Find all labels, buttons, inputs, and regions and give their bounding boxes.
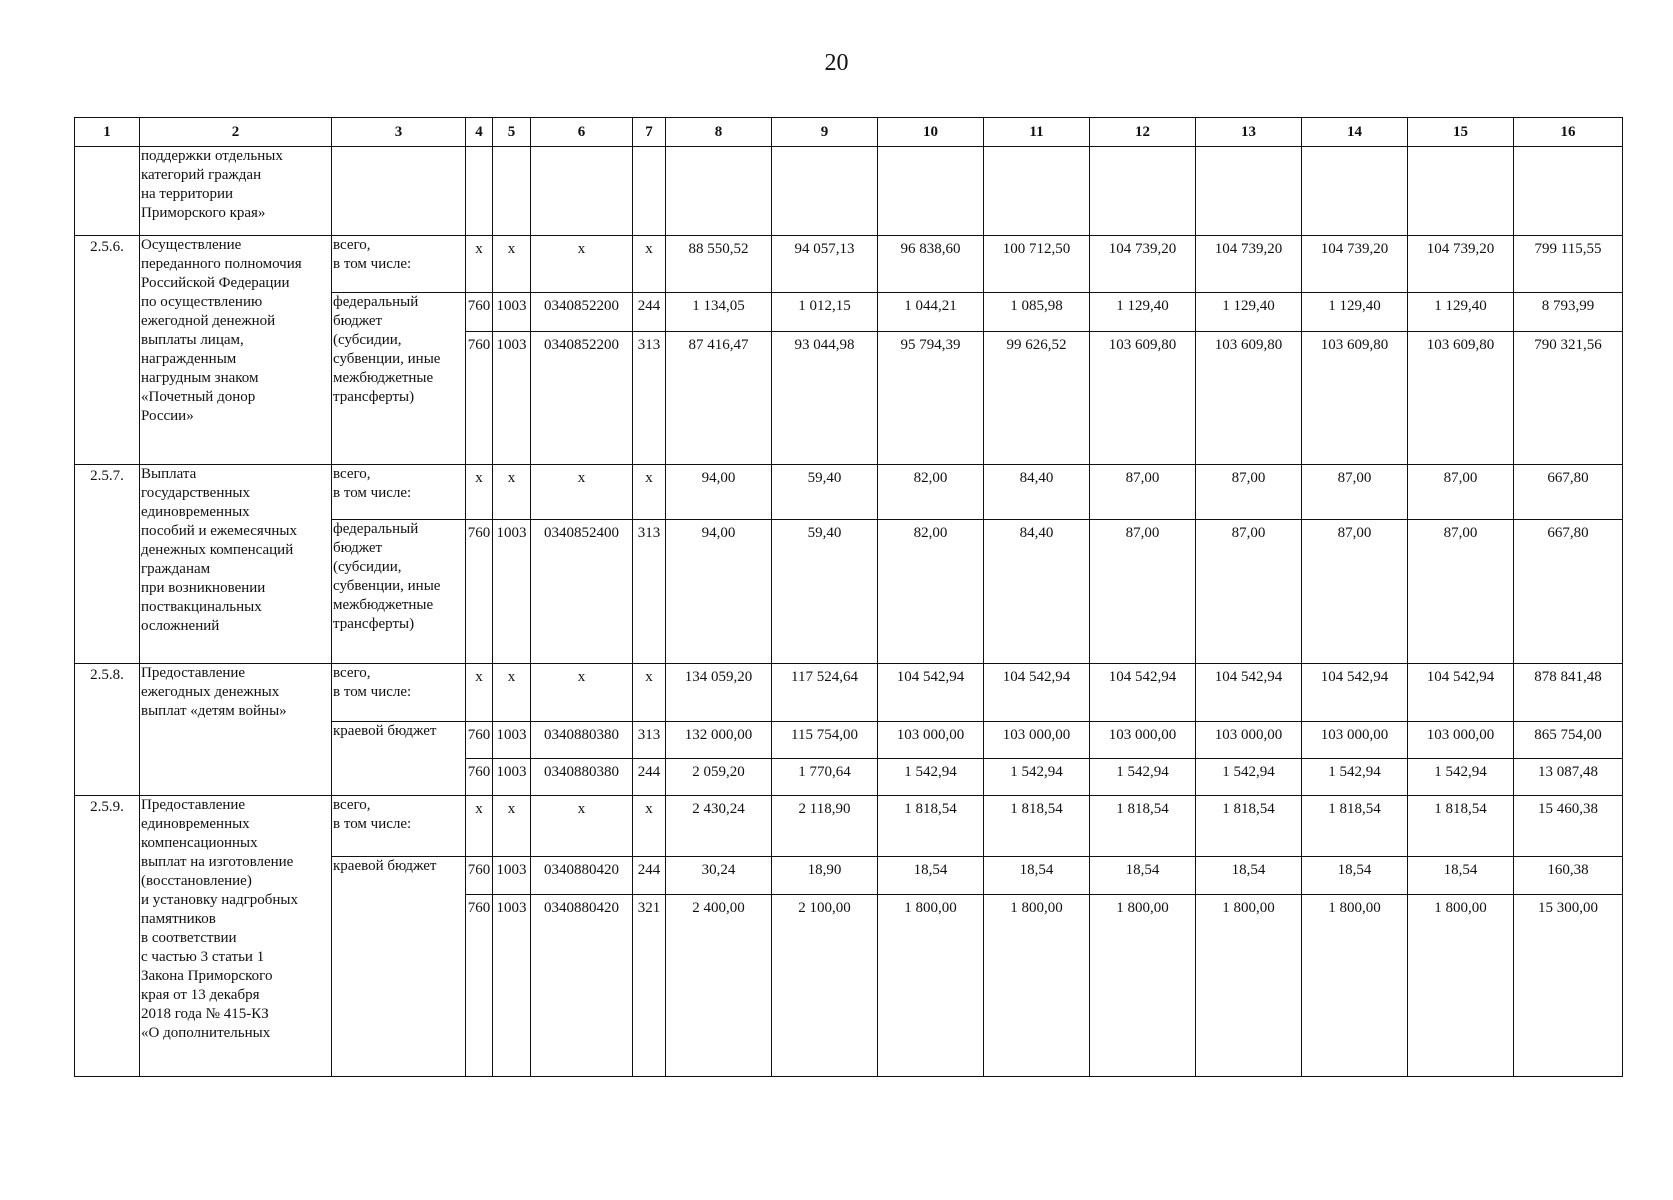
- value-cell: 94 057,13: [772, 236, 878, 293]
- empty-cell: [878, 147, 984, 236]
- value-cell: 103 000,00: [1302, 722, 1408, 759]
- funding-source-total: всего, в том числе:: [332, 465, 466, 520]
- value-cell: 8 793,99: [1514, 293, 1623, 332]
- value-cell: 18,90: [772, 857, 878, 895]
- value-cell: 1 800,00: [1196, 895, 1302, 1077]
- code-cell: 244: [633, 293, 666, 332]
- table-row: [75, 796, 1623, 857]
- value-cell: 104 542,94: [1408, 664, 1514, 722]
- value-cell: 96 838,60: [878, 236, 984, 293]
- value-cell: 15 460,38: [1514, 796, 1623, 857]
- value-cell: 1 542,94: [878, 759, 984, 796]
- value-cell: 104 739,20: [1408, 236, 1514, 293]
- column-header: 3: [332, 118, 466, 147]
- value-cell: 103 000,00: [984, 722, 1090, 759]
- value-cell: 878 841,48: [1514, 664, 1623, 722]
- value-cell: 18,54: [984, 857, 1090, 895]
- column-header: 13: [1196, 118, 1302, 147]
- value-cell: 1 800,00: [1302, 895, 1408, 1077]
- value-cell: 104 739,20: [1196, 236, 1302, 293]
- value-cell: 1 818,54: [1090, 796, 1196, 857]
- value-cell: 1 770,64: [772, 759, 878, 796]
- code-cell: 760: [466, 520, 493, 664]
- code-cell: 760: [466, 293, 493, 332]
- code-cell: 760: [466, 332, 493, 465]
- column-header: 2: [140, 118, 332, 147]
- row-number: [75, 147, 140, 236]
- value-cell: 82,00: [878, 465, 984, 520]
- column-header: 5: [493, 118, 531, 147]
- code-cell: 321: [633, 895, 666, 1077]
- empty-cell: [493, 147, 531, 236]
- code-cell: 760: [466, 857, 493, 895]
- value-cell: 95 794,39: [878, 332, 984, 465]
- empty-cell: [1302, 147, 1408, 236]
- value-cell: 1 542,94: [1090, 759, 1196, 796]
- row-name: Предоставление единовременных компенсационных выплат на изготовление (восстановление) и установку надгробных памятников в соответствии с частью 3 статьи 1 Закона Приморского края от 13 декабря 2018 года № 415-КЗ «О дополнительных: [140, 796, 332, 1077]
- code-cell: х: [531, 465, 633, 520]
- value-cell: 1 542,94: [1302, 759, 1408, 796]
- value-cell: 18,54: [1408, 857, 1514, 895]
- code-cell: х: [531, 236, 633, 293]
- value-cell: 667,80: [1514, 520, 1623, 664]
- empty-cell: [1514, 147, 1623, 236]
- value-cell: 82,00: [878, 520, 984, 664]
- table-row: [75, 465, 1623, 520]
- funding-source: краевой бюджет: [332, 722, 466, 796]
- value-cell: 1 129,40: [1302, 293, 1408, 332]
- code-cell: 0340852200: [531, 332, 633, 465]
- value-cell: 30,24: [666, 857, 772, 895]
- funding-source: краевой бюджет: [332, 857, 466, 1077]
- code-cell: 760: [466, 759, 493, 796]
- column-header: 10: [878, 118, 984, 147]
- funding-source-total: всего, в том числе:: [332, 236, 466, 293]
- value-cell: 18,54: [1302, 857, 1408, 895]
- code-cell: х: [493, 236, 531, 293]
- value-cell: 2 400,00: [666, 895, 772, 1077]
- value-cell: 87,00: [1408, 465, 1514, 520]
- table-row: [75, 664, 1623, 722]
- row-name: Осуществление переданного полномочия Российской Федерации по осуществлению ежегодной денежной выплаты лицам, награжденным нагрудным знаком «Почетный донор России»: [140, 236, 332, 465]
- value-cell: 799 115,55: [1514, 236, 1623, 293]
- column-header: 7: [633, 118, 666, 147]
- value-cell: 88 550,52: [666, 236, 772, 293]
- value-cell: 87,00: [1196, 465, 1302, 520]
- value-cell: 100 712,50: [984, 236, 1090, 293]
- code-cell: х: [493, 796, 531, 857]
- value-cell: 132 000,00: [666, 722, 772, 759]
- value-cell: 1 129,40: [1090, 293, 1196, 332]
- code-cell: х: [466, 664, 493, 722]
- value-cell: 104 542,94: [984, 664, 1090, 722]
- value-cell: 103 000,00: [1090, 722, 1196, 759]
- value-cell: 104 542,94: [1196, 664, 1302, 722]
- value-cell: 93 044,98: [772, 332, 878, 465]
- value-cell: 1 134,05: [666, 293, 772, 332]
- value-cell: 104 542,94: [1090, 664, 1196, 722]
- value-cell: 865 754,00: [1514, 722, 1623, 759]
- code-cell: х: [633, 664, 666, 722]
- value-cell: 87,00: [1302, 465, 1408, 520]
- value-cell: 115 754,00: [772, 722, 878, 759]
- value-cell: 59,40: [772, 520, 878, 664]
- value-cell: 87,00: [1196, 520, 1302, 664]
- code-cell: 244: [633, 759, 666, 796]
- value-cell: 104 739,20: [1090, 236, 1196, 293]
- code-cell: 1003: [493, 895, 531, 1077]
- value-cell: 103 609,80: [1090, 332, 1196, 465]
- value-cell: 59,40: [772, 465, 878, 520]
- code-cell: 0340852400: [531, 520, 633, 664]
- empty-cell: [666, 147, 772, 236]
- code-cell: 0340880420: [531, 857, 633, 895]
- code-cell: х: [493, 465, 531, 520]
- value-cell: 87,00: [1302, 520, 1408, 664]
- value-cell: 87,00: [1408, 520, 1514, 664]
- row-number: 2.5.6.: [75, 236, 140, 465]
- code-cell: 0340852200: [531, 293, 633, 332]
- code-cell: 1003: [493, 332, 531, 465]
- value-cell: 1 800,00: [1408, 895, 1514, 1077]
- value-cell: 103 609,80: [1196, 332, 1302, 465]
- column-header: 14: [1302, 118, 1408, 147]
- value-cell: 103 000,00: [1196, 722, 1302, 759]
- row-number: 2.5.8.: [75, 664, 140, 796]
- code-cell: х: [531, 664, 633, 722]
- empty-cell: [466, 147, 493, 236]
- funding-source-total: всего, в том числе:: [332, 664, 466, 722]
- value-cell: 2 059,20: [666, 759, 772, 796]
- table-body: [75, 147, 1623, 1077]
- row-name: поддержки отдельных категорий граждан на территории Приморского края»: [140, 147, 332, 236]
- value-cell: 103 609,80: [1408, 332, 1514, 465]
- value-cell: 103 609,80: [1302, 332, 1408, 465]
- value-cell: 1 818,54: [1408, 796, 1514, 857]
- value-cell: 87 416,47: [666, 332, 772, 465]
- code-cell: х: [466, 236, 493, 293]
- value-cell: 1 129,40: [1408, 293, 1514, 332]
- empty-cell: [531, 147, 633, 236]
- table-header: [75, 118, 1623, 147]
- row-number: 2.5.9.: [75, 796, 140, 1077]
- funding-source: федеральный бюджет (субсидии, субвенции, иные межбюджетные трансферты): [332, 520, 466, 664]
- empty-cell: [984, 147, 1090, 236]
- value-cell: 1 800,00: [1090, 895, 1196, 1077]
- value-cell: 1 542,94: [1408, 759, 1514, 796]
- table-row: [75, 147, 1623, 236]
- column-header: 16: [1514, 118, 1623, 147]
- value-cell: 18,54: [1090, 857, 1196, 895]
- value-cell: 2 100,00: [772, 895, 878, 1077]
- code-cell: 760: [466, 722, 493, 759]
- value-cell: 134 059,20: [666, 664, 772, 722]
- code-cell: 1003: [493, 293, 531, 332]
- code-cell: 760: [466, 895, 493, 1077]
- row-name: Выплата государственных единовременных пособий и ежемесячных денежных компенсаций гражданам при возникновении поствакцинальных осложнений: [140, 465, 332, 664]
- value-cell: 18,54: [1196, 857, 1302, 895]
- code-cell: 0340880420: [531, 895, 633, 1077]
- header-row: [75, 118, 1623, 147]
- code-cell: х: [493, 664, 531, 722]
- value-cell: 1 012,15: [772, 293, 878, 332]
- value-cell: 1 542,94: [1196, 759, 1302, 796]
- value-cell: 1 818,54: [1196, 796, 1302, 857]
- code-cell: х: [633, 796, 666, 857]
- value-cell: 1 818,54: [878, 796, 984, 857]
- column-header: 9: [772, 118, 878, 147]
- value-cell: 18,54: [878, 857, 984, 895]
- column-header: 4: [466, 118, 493, 147]
- column-header: 1: [75, 118, 140, 147]
- code-cell: 1003: [493, 759, 531, 796]
- column-header: 8: [666, 118, 772, 147]
- column-header: 12: [1090, 118, 1196, 147]
- value-cell: 87,00: [1090, 520, 1196, 664]
- code-cell: 0340880380: [531, 722, 633, 759]
- value-cell: 99 626,52: [984, 332, 1090, 465]
- code-cell: х: [466, 796, 493, 857]
- value-cell: 1 818,54: [1302, 796, 1408, 857]
- value-cell: 87,00: [1090, 465, 1196, 520]
- code-cell: 244: [633, 857, 666, 895]
- code-cell: 0340880380: [531, 759, 633, 796]
- value-cell: 2 430,24: [666, 796, 772, 857]
- value-cell: 1 542,94: [984, 759, 1090, 796]
- value-cell: 1 800,00: [878, 895, 984, 1077]
- value-cell: 104 542,94: [1302, 664, 1408, 722]
- value-cell: 104 739,20: [1302, 236, 1408, 293]
- code-cell: 313: [633, 520, 666, 664]
- code-cell: х: [633, 465, 666, 520]
- value-cell: 667,80: [1514, 465, 1623, 520]
- value-cell: 1 818,54: [984, 796, 1090, 857]
- code-cell: х: [633, 236, 666, 293]
- code-cell: 1003: [493, 722, 531, 759]
- value-cell: 790 321,56: [1514, 332, 1623, 465]
- column-header: 6: [531, 118, 633, 147]
- code-cell: 313: [633, 722, 666, 759]
- empty-cell: [332, 147, 466, 236]
- value-cell: 13 087,48: [1514, 759, 1623, 796]
- code-cell: х: [531, 796, 633, 857]
- empty-cell: [1408, 147, 1514, 236]
- code-cell: 1003: [493, 520, 531, 664]
- empty-cell: [772, 147, 878, 236]
- value-cell: 1 085,98: [984, 293, 1090, 332]
- funding-source-total: всего, в том числе:: [332, 796, 466, 857]
- value-cell: 103 000,00: [878, 722, 984, 759]
- column-header: 11: [984, 118, 1090, 147]
- value-cell: 1 129,40: [1196, 293, 1302, 332]
- budget-table: [74, 117, 1623, 1077]
- empty-cell: [1196, 147, 1302, 236]
- code-cell: 313: [633, 332, 666, 465]
- value-cell: 103 000,00: [1408, 722, 1514, 759]
- value-cell: 117 524,64: [772, 664, 878, 722]
- empty-cell: [633, 147, 666, 236]
- value-cell: 84,40: [984, 520, 1090, 664]
- value-cell: 160,38: [1514, 857, 1623, 895]
- funding-source: федеральный бюджет (субсидии, субвенции, иные межбюджетные трансферты): [332, 293, 466, 465]
- table-row: [75, 236, 1623, 293]
- value-cell: 104 542,94: [878, 664, 984, 722]
- page-number: 20: [824, 50, 849, 76]
- code-cell: 1003: [493, 857, 531, 895]
- row-name: Предоставление ежегодных денежных выплат «детям войны»: [140, 664, 332, 796]
- value-cell: 84,40: [984, 465, 1090, 520]
- value-cell: 1 800,00: [984, 895, 1090, 1077]
- code-cell: х: [466, 465, 493, 520]
- value-cell: 94,00: [666, 520, 772, 664]
- value-cell: 15 300,00: [1514, 895, 1623, 1077]
- empty-cell: [1090, 147, 1196, 236]
- column-header: 15: [1408, 118, 1514, 147]
- value-cell: 94,00: [666, 465, 772, 520]
- row-number: 2.5.7.: [75, 465, 140, 664]
- value-cell: 2 118,90: [772, 796, 878, 857]
- value-cell: 1 044,21: [878, 293, 984, 332]
